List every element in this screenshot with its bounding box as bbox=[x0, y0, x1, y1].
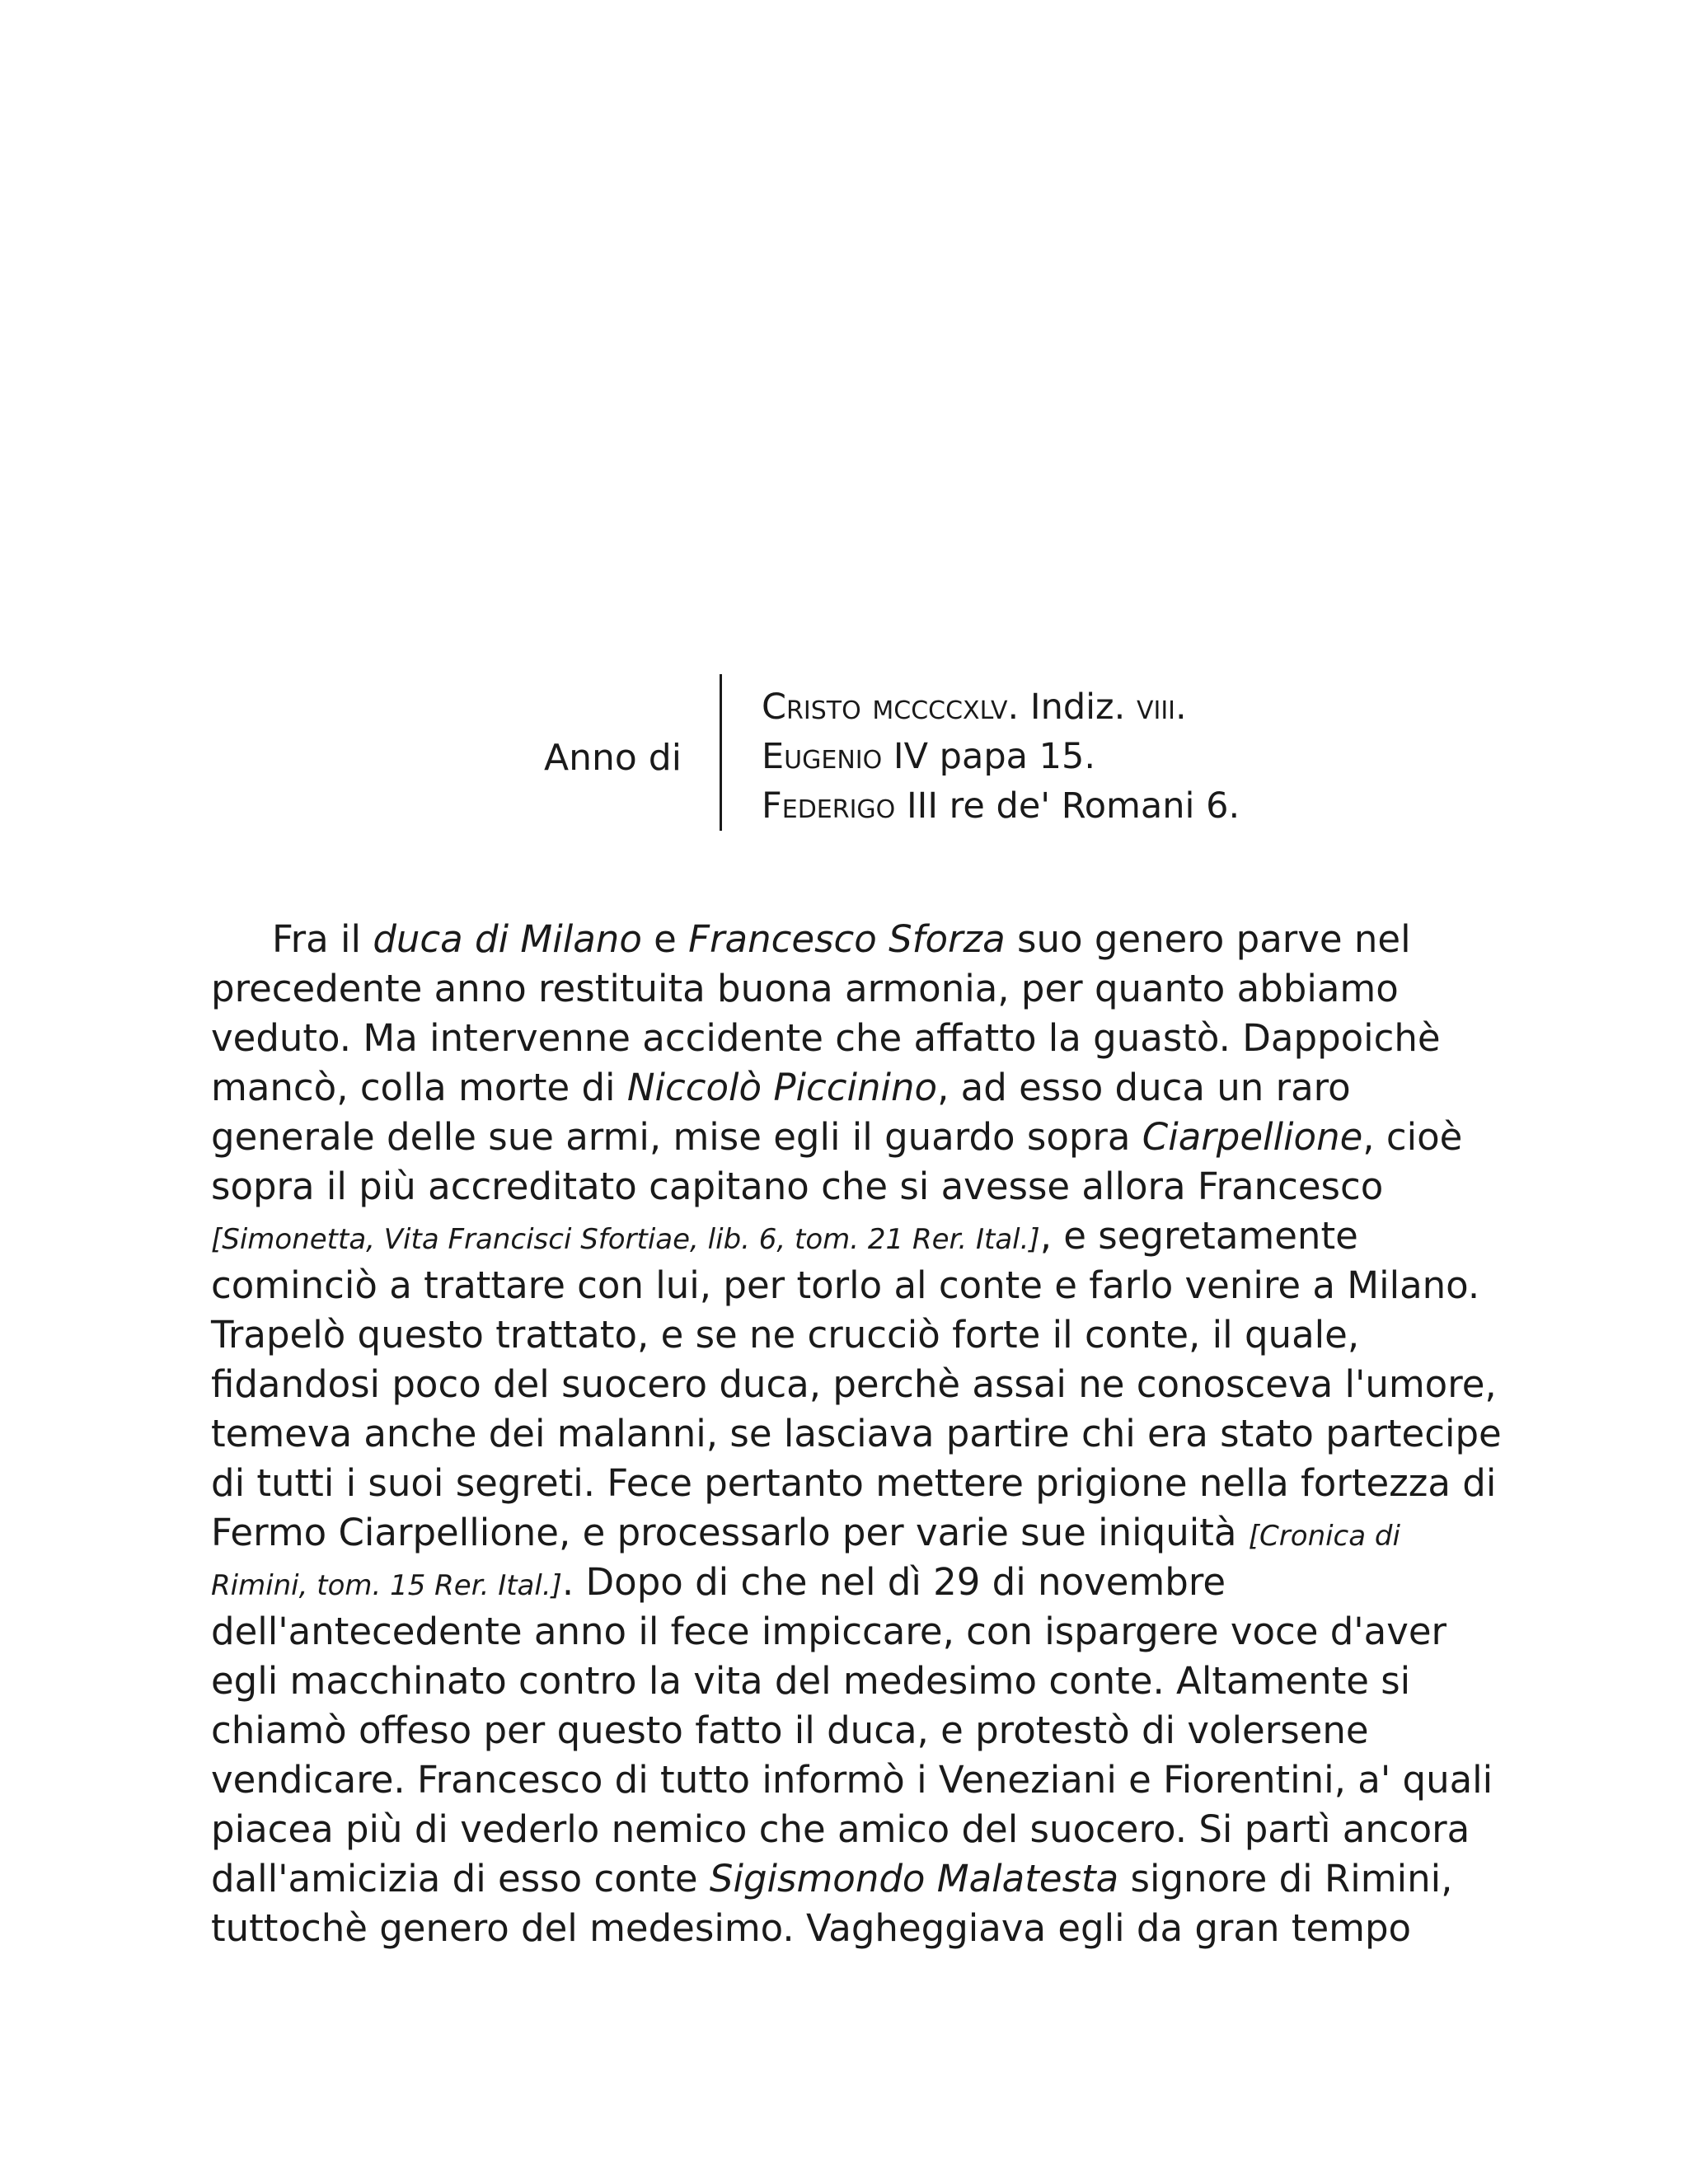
italic-name: Niccolò Piccinino bbox=[626, 1066, 938, 1109]
text-line: veduto. Ma intervenne accidente che affatto la guastò. Dappoichè bbox=[211, 1016, 1441, 1060]
heading-divider bbox=[720, 674, 722, 831]
text-line: piacea più di vederlo nemico che amico del suocero. Si partì ancora bbox=[211, 1807, 1470, 1851]
text-line bbox=[211, 1558, 1480, 1607]
text-line bbox=[211, 915, 1480, 964]
text-line: chiamò offeso per questo fatto il duca, e protestò di volersene bbox=[211, 1708, 1369, 1752]
text-line: Trapelò questo trattato, e se ne crucciò forte il conte, il quale, bbox=[211, 1313, 1360, 1357]
italic-name: duca di Milano bbox=[373, 917, 642, 961]
text-line: dell'antecedente anno il fece impiccare, con ispargere voce d'aver bbox=[211, 1610, 1447, 1653]
text-line bbox=[211, 1854, 1480, 1904]
year-line-cristo-numeral: mccccxlv bbox=[872, 687, 1008, 728]
text-run: mancò, colla morte di bbox=[211, 1066, 627, 1109]
citation-reference: Rimini, tom. 15 Rer. Ital.] bbox=[211, 1569, 562, 1602]
text-run: suo genero parve nel bbox=[1005, 917, 1411, 961]
text-line bbox=[211, 1113, 1480, 1162]
text-line: fidandosi poco del suocero duca, perchè assai ne conosceva l'umore, bbox=[211, 1362, 1497, 1406]
text-run: , ad esso duca un raro bbox=[937, 1066, 1351, 1109]
year-lines bbox=[762, 682, 1240, 831]
italic-name: Ciarpellione bbox=[1142, 1115, 1363, 1159]
text-line: vendicare. Francesco di tutto informò i Veneziani e Fiorentini, a' quali bbox=[211, 1758, 1493, 1802]
year-line-cristo-name: Cristo bbox=[762, 687, 861, 728]
text-run: Fra il bbox=[272, 917, 373, 961]
year-line-cristo-indiz: . Indiz. bbox=[1007, 687, 1137, 728]
text-line: cominciò a trattare con lui, per torlo al conte e farlo venire a Milano. bbox=[211, 1263, 1480, 1307]
text-run: . Dopo di che nel dì 29 di novembre bbox=[561, 1560, 1226, 1604]
year-line-eugenio-name: Eugenio bbox=[762, 736, 883, 777]
text-run: dall'amicizia di esso conte bbox=[211, 1857, 710, 1900]
year-line-federigo bbox=[762, 781, 1240, 831]
year-line-eugenio-rest: IV papa 15. bbox=[882, 736, 1096, 777]
anno-label: Anno di bbox=[544, 737, 682, 779]
year-line-cristo bbox=[762, 682, 1240, 732]
year-line-eugenio bbox=[762, 732, 1240, 781]
text-line: di tutti i suoi segreti. Fece pertanto mettere prigione nella fortezza di bbox=[211, 1461, 1497, 1505]
italic-name: Francesco Sforza bbox=[688, 917, 1006, 961]
citation-reference: [Cronica di bbox=[1248, 1520, 1400, 1553]
text-run: , e segretamente bbox=[1039, 1214, 1358, 1258]
text-run: Fermo Ciarpellione, e processarlo per varie sue iniquità bbox=[211, 1511, 1249, 1554]
text-line: precedente anno restituita buona armonia, per quanto abbiamo bbox=[211, 967, 1399, 1010]
text-run: generale delle sue armi, mise egli il guardo sopra bbox=[211, 1115, 1142, 1159]
year-line-federigo-name: Federigo bbox=[762, 785, 896, 827]
text-line: tuttochè genero del medesimo. Vagheggiava egli da gran tempo bbox=[211, 1906, 1412, 1950]
text-line: sopra il più accreditato capitano che si avesse allora Francesco bbox=[211, 1165, 1384, 1208]
year-line-cristo-end: . bbox=[1175, 687, 1187, 728]
citation-reference: [Simonetta, Vita Francisci Sfortiae, lib. 6, tom. 21 Rer. Ital.] bbox=[211, 1223, 1040, 1256]
text-line bbox=[211, 1063, 1480, 1113]
year-line-federigo-rest: III re de' Romani 6. bbox=[895, 785, 1240, 827]
body-paragraph bbox=[211, 915, 1502, 1953]
text-line bbox=[211, 1212, 1480, 1261]
text-run: , cioè bbox=[1362, 1115, 1463, 1159]
year-line-cristo-indiz-numeral: viii bbox=[1136, 687, 1176, 728]
text-run: e bbox=[641, 917, 689, 961]
text-line bbox=[211, 1508, 1480, 1558]
text-line: egli macchinato contro la vita del medesimo conte. Altamente si bbox=[211, 1659, 1411, 1703]
text-run: signore di Rimini, bbox=[1118, 1857, 1453, 1900]
text-line: temeva anche dei malanni, se lasciava partire chi era stato partecipe bbox=[211, 1412, 1502, 1455]
italic-name: Sigismondo Malatesta bbox=[709, 1857, 1119, 1900]
